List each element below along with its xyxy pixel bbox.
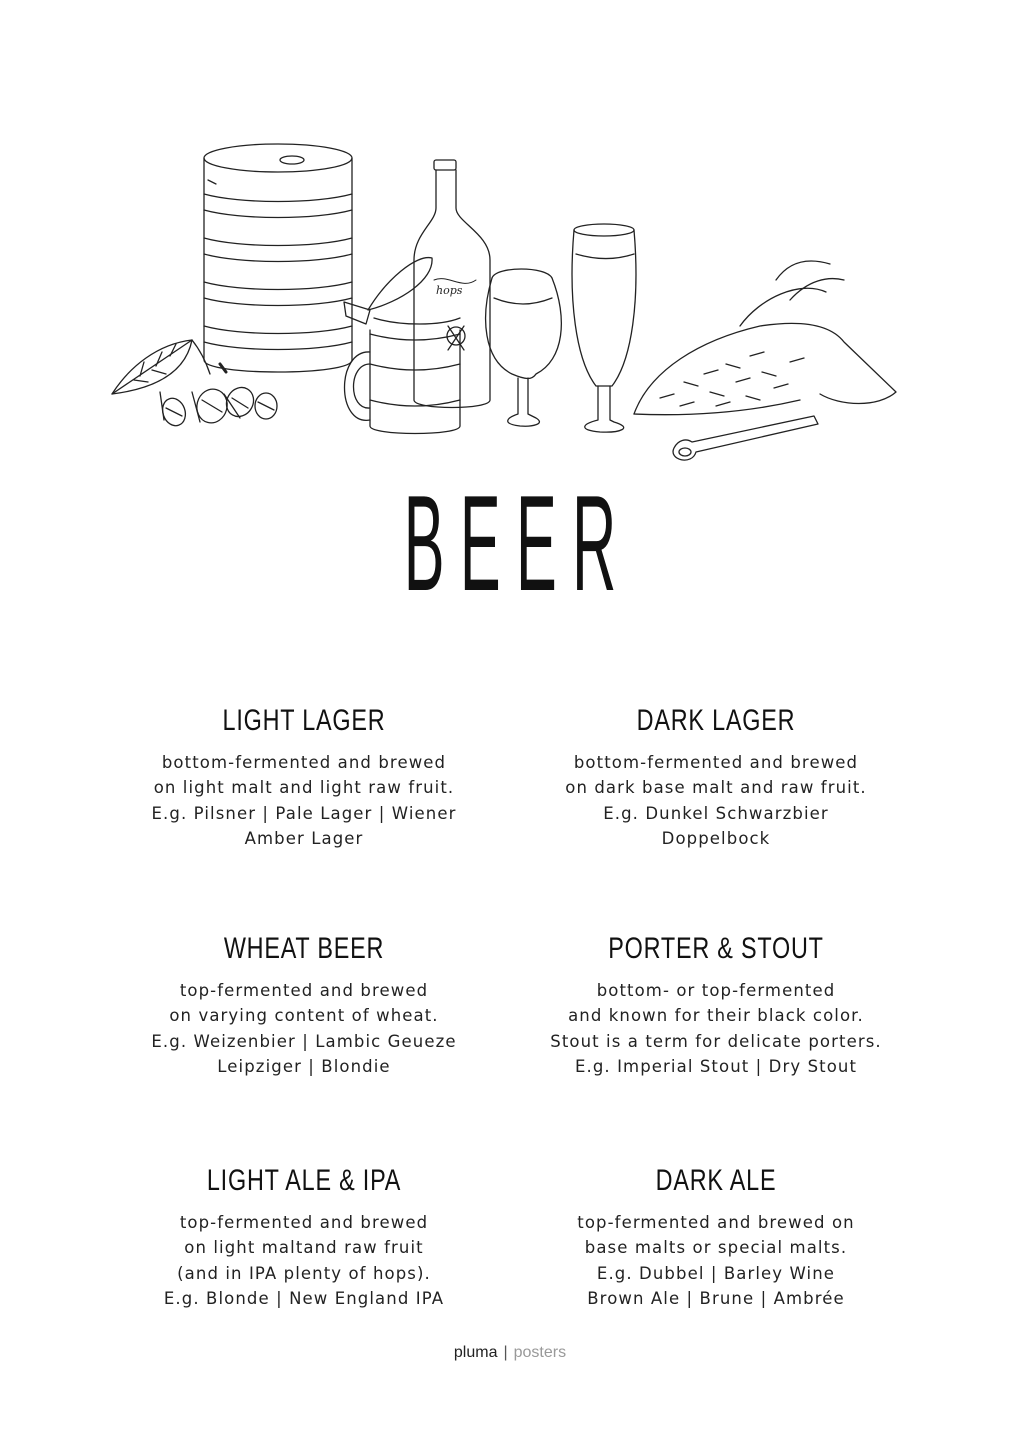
section-text-line: base malts or special malts. [584, 1238, 848, 1258]
section-porter-stout [506, 932, 926, 1079]
section-text-line: top-fermented and brewed [179, 1213, 429, 1232]
pilsner-glass-icon [572, 224, 636, 432]
section-text-line: bottom- or top-fermented [596, 981, 836, 1000]
section-text-line: Stout is a term for delicate porters. [550, 1031, 882, 1051]
footer-brand [0, 1344, 1020, 1362]
section-heading: DARK LAGER [636, 704, 796, 737]
section-text-line: E.g. Weizenbier | Lambic Geueze [151, 1031, 457, 1051]
section-light-ale-ipa [94, 1164, 514, 1311]
footer-suffix: posters [513, 1344, 567, 1361]
section-heading: WHEAT BEER [223, 932, 385, 965]
section-text-line: on light malt and light raw fruit. [153, 778, 455, 798]
section-text-line: (and in IPA plenty of hops). [177, 1263, 431, 1283]
section-text-line: on varying content of wheat. [169, 1006, 439, 1026]
section-text-line: on light maltand raw fruit [184, 1238, 424, 1258]
section-heading: DARK ALE [655, 1164, 777, 1197]
hop-branch-icon [112, 340, 277, 429]
section-text-line: top-fermented and brewed on [577, 1213, 855, 1232]
section-text-line: Doppelbock [661, 828, 771, 848]
section-text-line: bottom-fermented and brewed [573, 753, 859, 772]
grain-sack-icon [634, 261, 896, 415]
section-text-line: E.g. Imperial Stout | Dry Stout [574, 1056, 858, 1076]
section-dark-ale [506, 1164, 926, 1311]
section-text-line: bottom-fermented and brewed [161, 753, 447, 772]
section-text-line: Leipziger | Blondie [217, 1056, 391, 1076]
svg-text:hops: hops [436, 284, 463, 297]
section-light-lager [94, 704, 514, 851]
section-heading: LIGHT ALE & IPA [206, 1164, 402, 1197]
beer-illustration [100, 130, 920, 470]
section-wheat-beer [94, 932, 514, 1079]
section-text-line: Brown Ale | Brune | Ambrée [587, 1288, 845, 1308]
section-text-line: on dark base malt and raw fruit. [565, 778, 867, 798]
page-title: BEER [403, 467, 632, 619]
section-text-line: E.g. Dubbel | Barley Wine [596, 1263, 836, 1283]
keg-icon [204, 144, 352, 372]
section-dark-lager [506, 704, 926, 851]
bottle-opener-icon [673, 416, 818, 460]
section-text-line: top-fermented and brewed [179, 981, 429, 1000]
section-text-line: E.g. Dunkel Schwarzbier [603, 803, 829, 823]
tulip-glass-icon [486, 269, 562, 426]
section-heading: PORTER & STOUT [608, 932, 824, 965]
section-text-line: Amber Lager [244, 828, 364, 848]
section-text-line: E.g. Pilsner | Pale Lager | Wiener [151, 803, 457, 823]
beer-bottle-icon [414, 160, 490, 408]
section-text-line: and known for their black color. [568, 1006, 864, 1026]
footer-brand-name: pluma [453, 1344, 498, 1361]
section-heading: LIGHT LAGER [222, 704, 386, 737]
section-text-line: E.g. Blonde | New England IPA [163, 1288, 445, 1308]
footer-separator: | [503, 1344, 508, 1361]
